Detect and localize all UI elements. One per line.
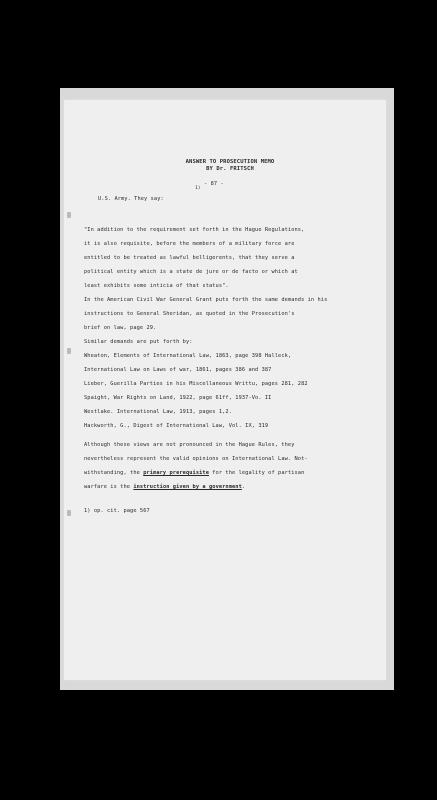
text-line: entitled to be treated as lawful belligerents, that they serve a	[84, 255, 295, 261]
text-line: Although these views are not pronounced in the Hague Rules, they	[84, 442, 295, 448]
text-line: U.S. Army. They say:	[98, 196, 164, 202]
text-line: least exhibits some inticia of that status".	[84, 283, 229, 289]
text-line: Lieber, Guerilla Parties in his Miscellaneous Writtu, pages 281, 282	[84, 381, 308, 387]
punch-mark	[67, 510, 71, 516]
footnote-marker: 1)	[195, 186, 201, 191]
emphasized-text: primary prerequisite	[143, 470, 209, 476]
text-line	[84, 471, 304, 476]
text-line: nevertheless represent the valid opinions on International Law. Not-	[84, 456, 308, 462]
document-title: ANSWER TO PROSECUTION MEMO	[185, 159, 275, 165]
emphasized-text: instruction given by a government	[133, 484, 242, 490]
text-segment: .	[241, 484, 246, 490]
text-line: it is also requisite, before the members of a military force are	[84, 241, 295, 247]
punch-mark	[67, 348, 71, 354]
text-segment: withstanding, the	[84, 470, 144, 476]
text-line: Wheaton, Elements of International Law, 1863, page 398 Halleck,	[84, 353, 292, 359]
footnote: 1) op. cit. page 567	[84, 508, 150, 514]
text-segment: for the legality of partisan	[208, 470, 305, 476]
document-author: BY Dr. FRITSCH	[206, 166, 254, 172]
text-line: Spaight, War Rights on Land, 1922, page 61ff, 1937-Vo. II	[84, 395, 272, 401]
text-line: Westlake. International Law, 1913, pages 1,2.	[84, 409, 233, 415]
text-line: instructions to General Sheridan, as quoted in the Prosecution's	[84, 311, 295, 317]
text-line: Hackworth, G., Digest of International Law, Vol. IX, 319	[84, 423, 269, 429]
text-line: Similar demands are put forth by:	[84, 339, 193, 345]
page-number: - 87 -	[204, 181, 224, 187]
text-line: brief on law, page 29.	[84, 325, 157, 331]
text-line	[84, 485, 245, 490]
document-page	[64, 100, 386, 680]
text-line: political entity which is a state de jure or de facto or which at	[84, 269, 298, 275]
text-line: International Law on Laws of war, 1861, pages 386 and 387	[84, 367, 272, 373]
punch-mark	[67, 212, 71, 218]
text-line: "In addition to the requirement set forth in the Hague Regulations,	[84, 227, 305, 233]
text-line: In the American Civil War General Grant puts forth the same demands in his	[84, 297, 328, 303]
text-segment: warfare is the	[84, 484, 134, 490]
